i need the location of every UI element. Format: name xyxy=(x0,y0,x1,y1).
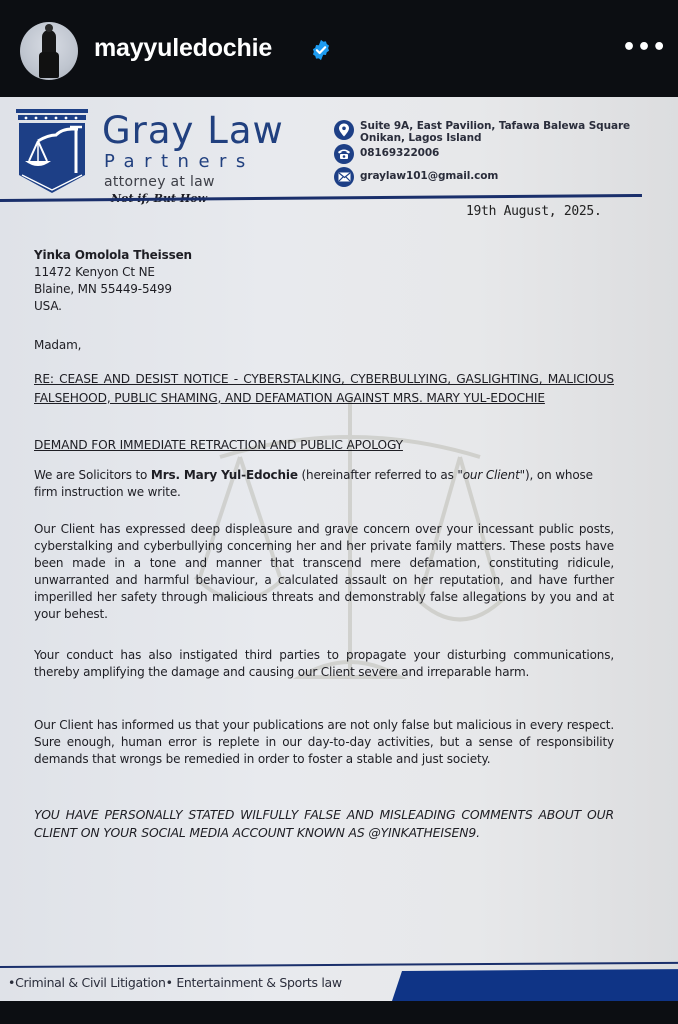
paragraph-4: Our Client has informed us that your publications are not only false but malicious in every respect. Sure enough, human error is replete in our day-to-day activities, but a sense of responsibility demands that wrongs be remedied in order to foster a stable and just society. xyxy=(34,718,614,766)
paragraph-1 xyxy=(34,467,614,501)
recipient-line-2: Blaine, MN 55449-5499 xyxy=(34,282,172,296)
avatar-person-image xyxy=(42,30,56,76)
recipient-line-3: USA. xyxy=(34,299,62,313)
firm-tagline: attorney at law xyxy=(104,174,215,190)
email-address: graylaw101@gmail.com xyxy=(360,170,499,182)
address-line-1: Suite 9A, East Pavilion, Tafawa Balewa Square xyxy=(360,120,631,132)
contact-email xyxy=(334,167,634,187)
contact-phone xyxy=(334,144,634,164)
paragraph-1-text-e: "), on whose firm instruction we write. xyxy=(34,468,593,499)
paragraph-3: Your conduct has also instigated third parties to propagate your disturbing communications, thereby amplifying the damage and causing our Client severe and irreparable harm. xyxy=(34,648,614,679)
recipient-line-1: 11472 Kenyon Ct NE xyxy=(34,265,155,279)
username[interactable]: mayyuledochie xyxy=(94,34,273,62)
firm-name: Gray Law xyxy=(102,109,284,152)
envelope-icon xyxy=(334,167,354,187)
phone-number: 08169322006 xyxy=(360,147,440,159)
letter-date: 19th August, 2025. xyxy=(466,204,602,219)
paragraph-1-text-a: We are Solicitors to xyxy=(34,468,151,482)
demand-heading: DEMAND FOR IMMEDIATE RETRACTION AND PUBLIC APOLOGY xyxy=(34,438,403,452)
post-header xyxy=(0,0,678,97)
avatar[interactable] xyxy=(20,22,78,80)
footer-divider xyxy=(0,962,678,968)
verified-badge-icon xyxy=(310,39,332,61)
paragraph-1-text-c: (hereinafter referred to as " xyxy=(297,468,463,482)
location-pin-icon xyxy=(334,120,354,140)
recipient-name: Yinka Omolola Theissen xyxy=(34,248,192,262)
footer-services: •Criminal & Civil Litigation• Entertainment & Sports law xyxy=(8,975,342,990)
paragraph-2: Our Client has expressed deep displeasure and grave concern over your incessant public posts, cyberstalking and cyberbullying concerning her and her private family matters. These posts have been made in a tone and manner that transcend mere defamation, constituting ridicule, unwarranted and harmful behaviour, a calculated assault on her reputation, and have further imperilled her safety through malicious threats and demonstrably false allegations by you and at your behest. xyxy=(34,522,614,621)
firm-logo-scales-icon xyxy=(16,109,88,195)
recipient-address xyxy=(34,247,614,315)
telephone-icon xyxy=(334,144,354,164)
address-line-2: Onikan, Lagos Island xyxy=(360,132,482,144)
client-term: our Client xyxy=(462,468,520,482)
subject-line: RE: CEASE AND DESIST NOTICE - CYBERSTALKING, CYBERBULLYING, GASLIGHTING, MALICIOUS FALSEHOOD, PUBLIC SHAMING, AND DEFAMATION AGAINST MRS. MARY YUL-EDOCHIE xyxy=(34,372,614,405)
post-image-letter xyxy=(0,97,678,1001)
contact-address xyxy=(334,120,634,144)
more-options-button[interactable]: ••• xyxy=(622,35,668,60)
client-name: Mrs. Mary Yul-Edochie xyxy=(150,468,298,482)
letterhead-divider xyxy=(0,194,642,202)
salutation: Madam, xyxy=(34,338,82,352)
firm-subname: Partners xyxy=(104,151,255,172)
post-bottom-bar xyxy=(0,1001,678,1024)
footer-band xyxy=(392,969,678,1001)
paragraph-5: YOU HAVE PERSONALLY STATED WILFULLY FALSE AND MISLEADING COMMENTS ABOUT OUR CLIENT ON YOUR SOCIAL MEDIA ACCOUNT KNOWN AS @YINKATHEISEN9. xyxy=(34,807,614,840)
